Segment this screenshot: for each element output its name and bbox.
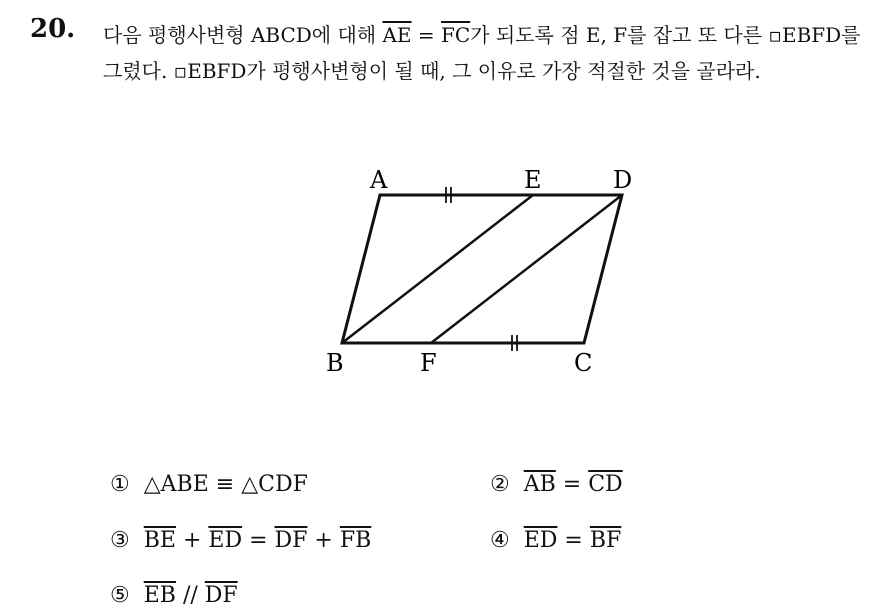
choice-5[interactable]	[110, 583, 238, 608]
choice-1[interactable]	[110, 472, 308, 497]
equals-sign: =	[555, 472, 589, 497]
choice-number: ②	[490, 472, 510, 497]
segment-df: $\overline{DF}$	[274, 528, 308, 553]
equals-sign: =	[557, 528, 590, 553]
plus-sign: +	[307, 528, 340, 553]
equals-sign: =	[411, 23, 442, 47]
question-text-part-2: 가 되도록 점 E, F를 잡고 또 다른 ▫EBFD를 그렸다. ▫EBFD가 평행사변형이 될 때, 그 이유로 가장 적절한 것을 골라라.	[103, 23, 861, 83]
segment-ed: $\overline{ED}$	[523, 528, 558, 553]
segment-cd: $\overline{CD}$	[588, 472, 623, 497]
label-a: A	[370, 166, 388, 194]
choice-number: ④	[490, 528, 510, 553]
choice-4[interactable]	[490, 528, 621, 553]
choice-3[interactable]	[110, 528, 371, 553]
equals-sign: =	[242, 528, 275, 553]
choice-number: ③	[110, 528, 130, 553]
choice-2[interactable]	[490, 472, 623, 497]
segment-be: $\overline{BE}$	[143, 528, 176, 553]
label-b: B	[326, 349, 344, 377]
segment-ed: $\overline{ED}$	[208, 528, 243, 553]
plus-sign: +	[175, 528, 209, 553]
segment-ab: $\overline{AB}$	[523, 472, 556, 497]
segment-fc: $\overline{FC}$	[441, 23, 471, 47]
choice-text: △ABE ≡ △CDF	[143, 472, 308, 497]
label-d: D	[613, 166, 633, 194]
parallel-sign: //	[175, 583, 205, 608]
label-c: C	[574, 349, 593, 377]
question-text-part-1: 다음 평행사변형 ABCD에 대해	[103, 23, 383, 47]
question-number: 20.	[30, 14, 76, 44]
choice-number: ①	[110, 472, 130, 497]
segment-ae: $\overline{AE}$	[382, 23, 412, 47]
label-f: F	[420, 349, 437, 377]
segment-fb: $\overline{FB}$	[339, 528, 372, 553]
segment-eb: $\overline{EB}$	[143, 583, 176, 608]
segment-bf: $\overline{BF}$	[589, 528, 622, 553]
label-e: E	[524, 166, 542, 194]
choice-number: ⑤	[110, 583, 130, 608]
segment-df: $\overline{DF}$	[204, 583, 238, 608]
